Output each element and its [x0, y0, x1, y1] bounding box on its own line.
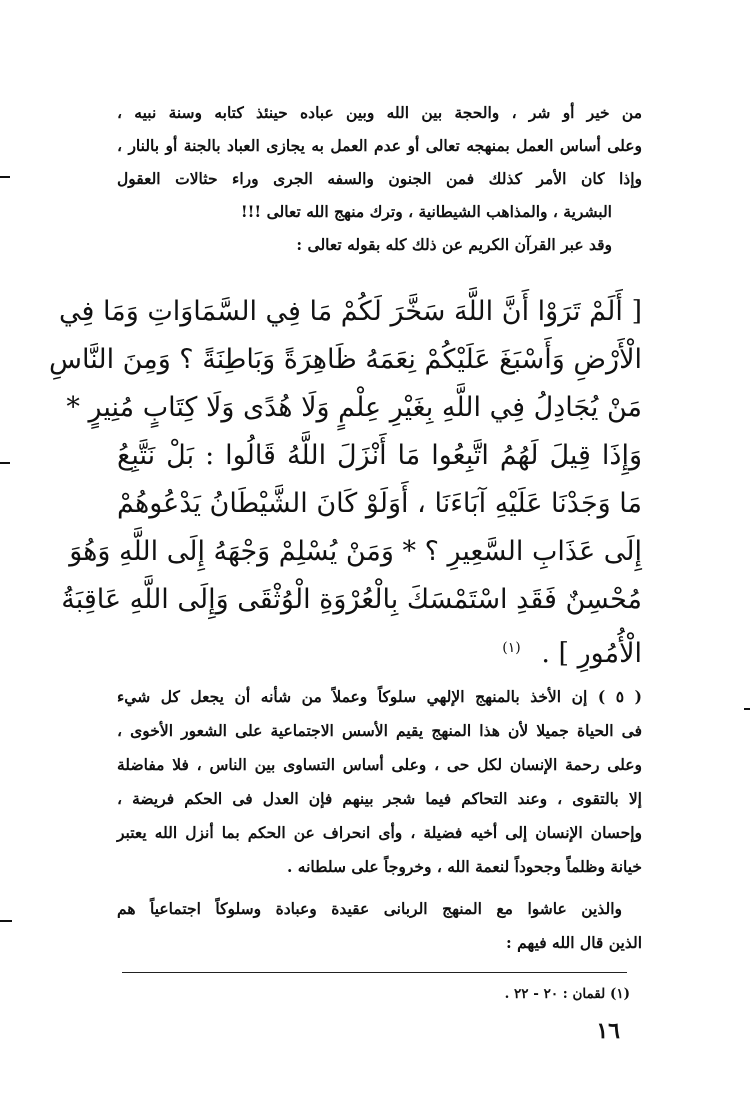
verse-line: وَإِذَا قِيلَ لَهُمُ اتَّبِعُوا مَا أَنْزَلَ اللَّهُ قَالُوا : بَلْ نَتَّبِعُ [117, 440, 642, 471]
verse-line: مَنْ يُجَادِلُ فِي اللَّهِ بِغَيْرِ عِلْمٍ وَلَا هُدًى وَلَا كِتَابٍ مُنِيرٍ * [66, 392, 642, 423]
verse-line: مَا وَجَدْنَا عَلَيْهِ آبَاءَنَا ، أَوَلَوْ كَانَ الشَّيْطَانُ يَدْعُوهُمْ [117, 488, 642, 519]
verse-line: مُحْسِنٌ فَقَدِ اسْتَمْسَكَ بِالْعُرْوَةِ الْوُثْقَى وَإِلَى اللَّهِ عَاقِبَةُ [61, 584, 642, 615]
text-line: وعلى أساس العمل بمنهجه تعالى أو عدم العمل به يجازى العباد بالجنة أو بالنار ، [117, 136, 642, 155]
footnote-divider [122, 972, 627, 973]
verse-end-text: الْأُمُورِ ] . [541, 638, 642, 669]
margin-mark [0, 462, 10, 464]
verse-line: [ أَلَمْ تَرَوْا أَنَّ اللَّهَ سَخَّرَ لَكُمْ مَا فِي السَّمَاوَاتِ وَمَا فِي [59, 296, 642, 327]
verse-line [117, 628, 642, 674]
margin-mark [0, 920, 12, 922]
text-line: والذين عاشوا مع المنهج الربانى عقيدة وعبادة وسلوكاً اجتماعياً هم [117, 899, 622, 918]
text-line: البشرية ، والمذاهب الشيطانية ، وترك منهج الله تعالى !!! [240, 202, 612, 221]
margin-mark [744, 708, 750, 710]
footnote: (١) لقمان : ٢٠ - ٢٢ . [504, 986, 630, 1002]
text-line: وعلى رحمة الإنسان لكل حى ، وعلى أساس التساوى بين الناس ، فلا مفاضلة [117, 755, 642, 774]
verse-line: الْأَرْضِ وَأَسْبَغَ عَلَيْكُمْ نِعَمَهُ ظَاهِرَةً وَبَاطِنَةً ؟ وَمِنَ النَّاسِ [49, 344, 642, 375]
margin-mark [0, 176, 10, 178]
text-line: ( ٥ ) إن الأخذ بالمنهج الإلهي سلوكاً وعملاً من شأنه أن يجعل كل شيء [117, 687, 642, 706]
text-line: من خير أو شر ، والحجة بين الله وبين عباده حينئذ كتابه وسنة نبيه ، [117, 103, 642, 122]
text-line: فى الحياة جميلا لأن هذا المنهج يقيم الأسس الاجتماعية على الشعور الأخوى ، [117, 721, 642, 740]
text-line: خيانة وظلماً وجحوداً لنعمة الله ، وخروجاً على سلطانه . [286, 857, 642, 876]
text-line: وقد عبر القرآن الكريم عن ذلك كله بقوله تعالى : [296, 235, 612, 254]
text-line: إلا بالتقوى ، وعند التحاكم فيما شجر بينهم فإن العدل فى الحكم فريضة ، [117, 789, 642, 808]
verse-line: إِلَى عَذَابِ السَّعِيرِ ؟ * وَمَنْ يُسْلِمْ وَجْهَهُ إِلَى اللَّهِ وَهُوَ [69, 536, 642, 567]
footnote-marker: (١) [502, 640, 521, 656]
text-line: وإحسان الإنسان إلى أخيه فضيلة ، وأى انحراف عن الحكم بما أنزل الله يعتبر [117, 823, 642, 842]
text-line: وإذا كان الأمر كذلك فمن الجنون والسفه الجرى وراء حثالات العقول [117, 169, 642, 188]
text-line: الذين قال الله فيهم : [506, 933, 642, 952]
page-number: ١٦ [596, 1018, 620, 1044]
